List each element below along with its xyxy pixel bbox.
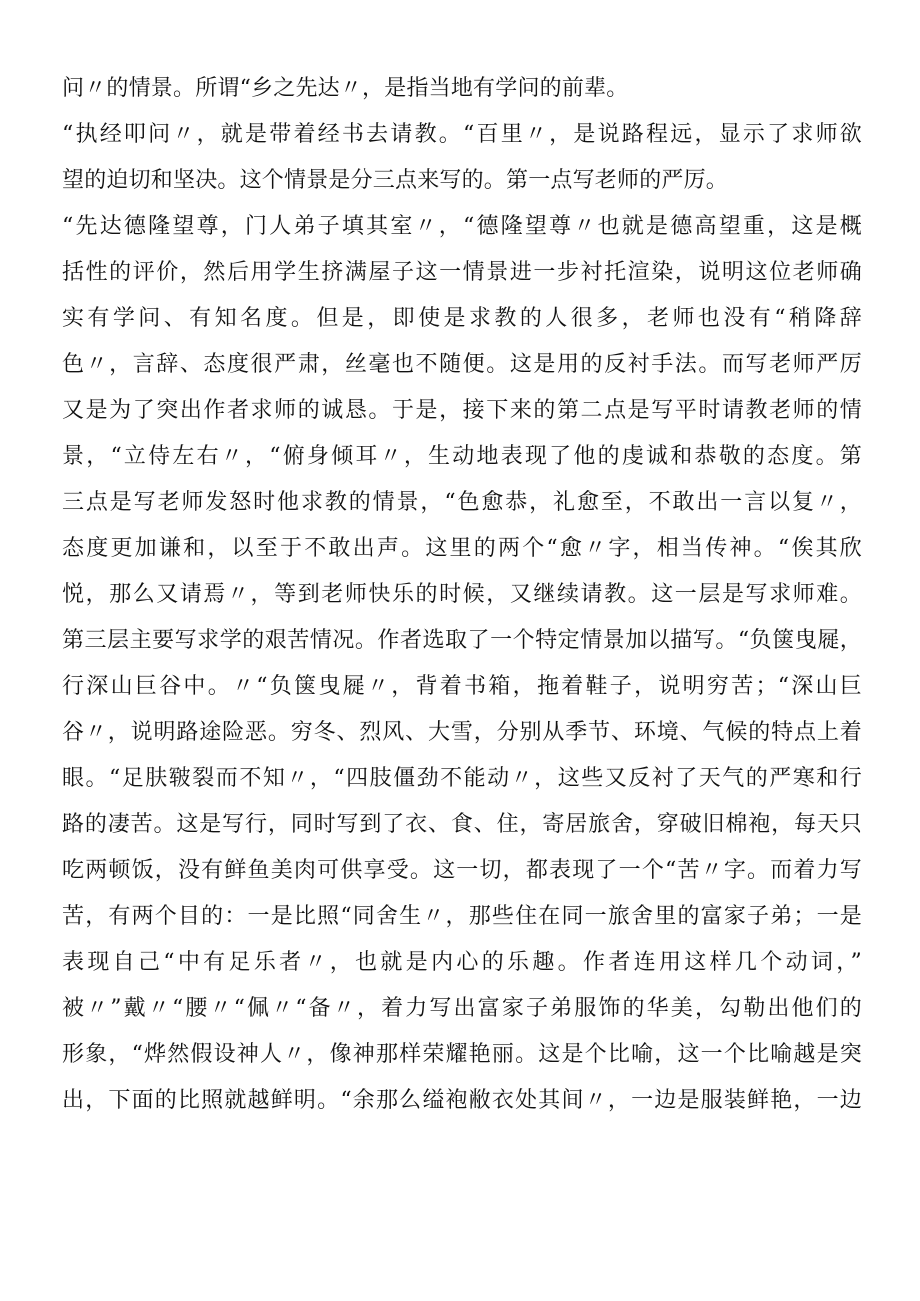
text-line: 实有学问、有知名度。但是，即使是求教的人很多，老师也没有“稍降辞 <box>62 306 862 331</box>
text-line: 吃两顿饭，没有鲜鱼美肉可供享受。这一切，都表现了一个“苦〃字。而着力写 <box>62 858 862 883</box>
body-text <box>62 66 862 1124</box>
text-line: 望的迫切和坚决。这个情景是分三点来写的。第一点写老师的严厉。 <box>62 168 729 193</box>
text-line: 眼。“足肤皲裂而不知〃，“四肢僵劲不能动〃，这些又反衬了天气的严寒和行 <box>62 766 862 791</box>
text-line: 谷〃，说明路途险恶。穷冬、烈风、大雪，分别从季节、环境、气候的特点上着 <box>62 720 862 745</box>
text-line: “执经叩问〃，就是带着经书去请教。“百里〃，是说路程远，显示了求师欲 <box>62 122 862 147</box>
text-line: “先达德隆望尊，门人弟子填其室〃，“德隆望尊〃也就是德高望重，这是概 <box>62 214 862 239</box>
text-line: 三点是写老师发怒时他求教的情景，“色愈恭，礼愈至，不敢出一言以复〃， <box>62 490 862 515</box>
text-line: 景，“立侍左右〃，“俯身倾耳〃，生动地表现了他的虔诚和恭敬的态度。第 <box>62 444 862 469</box>
text-line: 色〃，言辞、态度很严肃，丝毫也不随便。这是用的反衬手法。而写老师严厉 <box>62 352 862 377</box>
text-line: 出，下面的比照就越鲜明。“余那么缢袍敝衣处其间〃，一边是服装鲜艳，一边 <box>62 1088 862 1113</box>
text-line: 苦，有两个目的：一是比照“同舍生〃，那些住在同一旅舍里的富家子弟；一是 <box>62 904 862 929</box>
text-line: 被〃”戴〃“腰〃“佩〃“备〃，着力写出富家子弟服饰的华美，勾勒出他们的 <box>62 996 862 1021</box>
text-line: 形象，“烨然假设神人〃，像神那样荣耀艳丽。这是个比喻，这一个比喻越是突 <box>62 1042 862 1067</box>
text-line: 又是为了突出作者求师的诚恳。于是，接下来的第二点是写平时请教老师的情 <box>62 398 862 423</box>
text-line: 括性的评价，然后用学生挤满屋子这一情景进一步衬托渲染，说明这位老师确 <box>62 260 862 285</box>
text-line: 表现自己“中有足乐者〃，也就是内心的乐趣。作者连用这样几个动词，” <box>62 950 862 975</box>
text-line: 第三层主要写求学的艰苦情况。作者选取了一个特定情景加以描写。“负箧曳屣， <box>62 628 862 653</box>
text-line: 路的凄苦。这是写行，同时写到了衣、食、住，寄居旅舍，穿破旧棉袍，每天只 <box>62 812 862 837</box>
text-line: 行深山巨谷中。〃“负箧曳屣〃，背着书箱，拖着鞋子，说明穷苦；“深山巨 <box>62 674 862 699</box>
text-line: 问〃的情景。所谓“乡之先达〃，是指当地有学问的前辈。 <box>62 76 629 101</box>
text-line: 态度更加谦和，以至于不敢出声。这里的两个“愈〃字，相当传神。“俟其欣 <box>62 536 862 561</box>
text-line: 悦，那么又请焉〃，等到老师快乐的时候，又继续请教。这一层是写求师难。 <box>62 582 862 607</box>
